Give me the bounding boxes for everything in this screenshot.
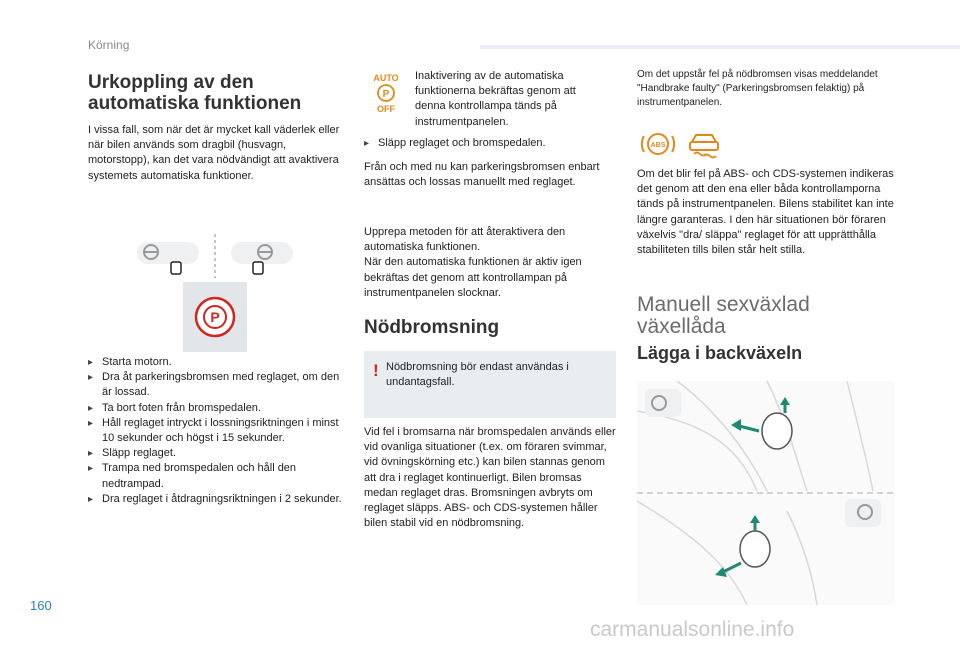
release-step: ▸ Släpp reglaget och bromspedalen. [364, 136, 628, 151]
manual-paragraph: Från och med nu kan parkeringsbromsen enbart ansättas och lossas manuellt med reglaget. [364, 161, 600, 189]
steering-wheel-icon [845, 499, 881, 527]
svg-text:P: P [382, 89, 390, 100]
manual-gearbox-title [637, 294, 897, 338]
list-item: ▸ Dra reglaget i åtdragningsriktningen i 2 sekunder. [88, 492, 350, 507]
list-item: ▸ Starta motorn. [88, 355, 350, 370]
title-line-1: Urkoppling av den [88, 72, 254, 93]
manual-title-line-1: Manuell sexväxlad [637, 293, 810, 316]
svg-text:AUTO: AUTO [373, 73, 399, 83]
list-item: ▸ Ta bort foten från bromspedalen. [88, 401, 350, 416]
reactivate-line-a: Upprepa metoden för att återaktivera den automatiska funktionen. [364, 226, 566, 254]
page-number: 160 [30, 598, 52, 613]
list-item: ▸ Dra åt parkeringsbromsen med reglaget, om den är lossad. [88, 370, 350, 400]
list-item: ▸ Trampa ned bromspedalen och håll den nedtrampad. [88, 461, 350, 491]
svg-text:ABS: ABS [650, 142, 666, 149]
abs-icon [642, 134, 674, 154]
abs-warning-icons [640, 128, 730, 160]
list-item: ▸ Håll reglaget intryckt i lossningsriktningen i minst 10 sekunder och högst i 15 sekunder. [88, 416, 350, 446]
parking-brake-illustration [135, 230, 295, 355]
steps-list [88, 355, 350, 507]
emergency-paragraph: Vid fel i bromsarna när bromspedalen används eller vid ovanliga situationer (t.ex. om föraren svimmar, vid övningskörning etc.) kan bilen stannas genom att dra i reglaget kontinuerligt. Bilen bromsas medan reglaget dras. Bromsningen avbryts om reglaget släpps. ABS- och CDS-systemen håller bilen stabil vid en nödbromsning. [364, 426, 616, 530]
auto-p-off-icon [366, 72, 406, 114]
svg-text:OFF: OFF [377, 104, 395, 114]
warning-exclamation-icon: ! [373, 361, 379, 380]
header-rule [480, 45, 960, 49]
chapter-title: Körning [88, 38, 130, 52]
intro-paragraph: I vissa fall, som när det är mycket kall väderlek eller när bilen används som dragbil (husvagn, motorstopp), kan det vara nödvändigt att avaktivera systemets automatiska funktioner. [88, 124, 340, 182]
note-box [364, 351, 616, 418]
svg-text:P: P [210, 309, 220, 325]
section-title-disable [88, 72, 348, 114]
abs-text: Om det blir fel på ABS- och CDS-systemen indikeras det genom att den ena eller båda kontrollamporna tänds på instrumentpanelen. Bilens stabilitet kan inte längre garanteras. I den här situationen bör föraren växelvis "dra/ släppa" reglaget för att upprätthålla stabiliteten tills bilen står helt stilla. [637, 168, 894, 257]
watermark: carmanualsonline.info [590, 618, 795, 641]
reverse-gear-title: Lägga i backväxeln [637, 343, 803, 363]
reactivate-line-b: När den automatiska funktionen är aktiv igen bekräftas det genom att kontrollampan på instrumentpanelen slocknar. [364, 256, 582, 299]
manual-title-line-2: växellåda [637, 315, 726, 338]
emergency-title: Nödbromsning [364, 317, 500, 338]
auto-off-text: Inaktivering av de automatiska funktionerna bekräftas genom att denna kontrollampa tänds på instrumentpanelen. [415, 70, 576, 128]
list-item: ▸ Släpp reglaget. [88, 446, 350, 461]
reactivate-paragraph [364, 225, 614, 301]
note-text: Nödbromsning bör endast användas i undantagsfall. [386, 361, 569, 389]
fault-text: Om det uppstår fel på nödbromsen visas meddelandet "Handbrake faulty" (Parkeringsbromsen felaktig) på instrumentpanelen. [637, 69, 878, 108]
reverse-gear-illustration [637, 381, 895, 605]
stability-control-icon [690, 135, 718, 158]
steering-wheel-icon [645, 389, 681, 417]
title-line-2: automatiska funktionen [88, 93, 302, 114]
